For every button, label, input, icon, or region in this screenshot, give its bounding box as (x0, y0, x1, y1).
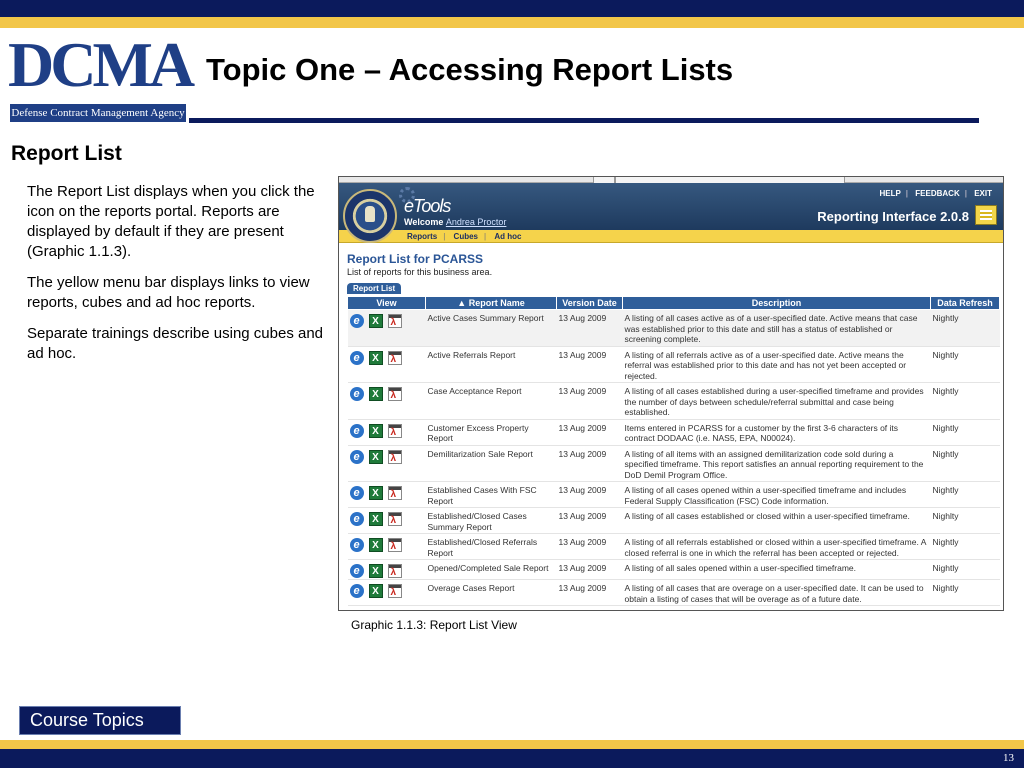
pdf-icon[interactable] (388, 512, 402, 526)
browser-view-icon[interactable]: e (350, 584, 364, 598)
browser-view-icon[interactable]: e (350, 351, 364, 365)
report-description: A listing of all cases opened within a user-specified timeframe and includes Federal Supply Classification (FSC) Code information. (623, 482, 931, 508)
table-row[interactable] (348, 346, 1000, 383)
data-refresh: Nightly (931, 310, 1000, 347)
table-row[interactable] (348, 310, 1000, 347)
version-date: 13 Aug 2009 (557, 580, 623, 606)
col-version-date[interactable]: Version Date (557, 297, 623, 310)
agency-seal-icon (343, 189, 397, 243)
version-date: 13 Aug 2009 (557, 445, 623, 482)
slide-title: Topic One – Accessing Report Lists (206, 52, 734, 87)
report-description: A listing of all sales opened within a user-specified timeframe. (623, 560, 931, 580)
report-description: Items entered in PCARSS for a customer by the first 3-6 characters of its contract DODAAC (i.e. NAS5, EPA, N00024). (623, 419, 931, 445)
excel-icon[interactable]: X (369, 512, 383, 526)
app-name: eTools (404, 196, 451, 216)
title-divider (189, 118, 979, 123)
data-refresh: Nighlty (931, 508, 1000, 534)
col-view[interactable]: View (348, 297, 426, 310)
tab-report-list[interactable]: Report List (347, 283, 401, 294)
report-name[interactable]: Established/Closed Referrals Report (426, 534, 557, 560)
interface-title: Reporting Interface 2.0.8 (817, 209, 969, 224)
table-row[interactable] (348, 445, 1000, 482)
excel-icon[interactable]: X (369, 387, 383, 401)
report-description: A listing of all cases that are overage on a user-specified date. It can be used to obtain a listing of cases that will be overage as of a future date. (623, 580, 931, 606)
excel-icon[interactable]: X (369, 424, 383, 438)
paragraph-1: The Report List displays when you click the icon on the reports portal. Reports are displayed by default if they are present (Graphic 1.1.3). (27, 183, 315, 260)
excel-icon[interactable]: X (369, 564, 383, 578)
view-icons (348, 534, 426, 560)
excel-icon[interactable]: X (369, 538, 383, 552)
feedback-link[interactable]: FEEDBACK (915, 189, 960, 198)
page-number: 13 (1003, 752, 1014, 764)
table-row[interactable] (348, 560, 1000, 580)
graphic-caption: Graphic 1.1.3: Report List View (351, 618, 517, 632)
pdf-icon[interactable] (388, 450, 402, 464)
table-row[interactable] (348, 383, 1000, 420)
browser-view-icon[interactable]: e (350, 538, 364, 552)
excel-icon[interactable]: X (369, 486, 383, 500)
report-interface-icon[interactable] (975, 205, 997, 225)
pdf-icon[interactable] (388, 538, 402, 552)
browser-view-icon[interactable]: e (350, 424, 364, 438)
menu-cubes[interactable]: Cubes (453, 232, 478, 241)
logo-text: DCMA (8, 29, 192, 100)
col-data-refresh[interactable]: Data Refresh (931, 297, 1000, 310)
course-topics-button[interactable]: Course Topics (19, 706, 181, 735)
version-date: 13 Aug 2009 (557, 482, 623, 508)
view-icons (348, 580, 426, 606)
exit-link[interactable]: EXIT (974, 189, 992, 198)
data-refresh: Nightly (931, 445, 1000, 482)
report-name[interactable]: Established Cases With FSC Report (426, 482, 557, 508)
version-date: 13 Aug 2009 (557, 534, 623, 560)
body-text (27, 182, 332, 375)
excel-icon[interactable]: X (369, 351, 383, 365)
data-refresh: Nightly (931, 346, 1000, 383)
top-gold-band (0, 17, 1024, 28)
pdf-icon[interactable] (388, 486, 402, 500)
menu-reports[interactable]: Reports (407, 232, 438, 241)
view-icons (348, 560, 426, 580)
report-table (347, 296, 1000, 606)
version-date: 13 Aug 2009 (557, 508, 623, 534)
welcome-label: Welcome (404, 217, 444, 227)
data-refresh: Nightly (931, 482, 1000, 508)
paragraph-3: Separate trainings describe using cubes and ad hoc. (27, 325, 324, 362)
yellow-menu-bar: Reports | Cubes | Ad hoc (339, 230, 1003, 243)
view-icons (348, 508, 426, 534)
browser-view-icon[interactable]: e (350, 450, 364, 464)
report-list-subtitle: List of reports for this business area. (347, 267, 493, 277)
col-description[interactable]: Description (623, 297, 931, 310)
browser-view-icon[interactable]: e (350, 486, 364, 500)
data-refresh: Nightly (931, 560, 1000, 580)
help-link[interactable]: HELP (879, 189, 901, 198)
paragraph-2: The yellow menu bar displays links to view reports, cubes and ad hoc reports. (27, 274, 310, 311)
report-description: A listing of all cases established or closed within a user-specified timeframe. (623, 508, 931, 534)
excel-icon[interactable]: X (369, 314, 383, 328)
table-row[interactable] (348, 534, 1000, 560)
report-name[interactable]: Opened/Completed Sale Report (426, 560, 557, 580)
version-date: 13 Aug 2009 (557, 383, 623, 420)
data-refresh: Nightly (931, 534, 1000, 560)
view-icons (348, 310, 426, 347)
dcma-logo (8, 29, 192, 126)
browser-view-icon[interactable]: e (350, 387, 364, 401)
etools-header (339, 183, 1003, 230)
report-list-screenshot (338, 176, 1004, 611)
view-icons (348, 346, 426, 383)
view-icons (348, 383, 426, 420)
table-row[interactable] (348, 508, 1000, 534)
report-description: A listing of all referrals active as of a user-specified date. Active means the referral was established prior to this date and has not yet been accepted or rejected. (623, 346, 931, 383)
report-description: A listing of all cases active as of a user-specified date. Active means that case was established prior to this date and still has a status of established or screening complete. (623, 310, 931, 347)
browser-view-icon[interactable]: e (350, 564, 364, 578)
version-date: 13 Aug 2009 (557, 310, 623, 347)
view-icons (348, 419, 426, 445)
pdf-icon[interactable] (388, 584, 402, 598)
excel-icon[interactable]: X (369, 584, 383, 598)
view-icons (348, 482, 426, 508)
table-row[interactable] (348, 482, 1000, 508)
user-name-link[interactable]: Andrea Proctor (445, 217, 507, 227)
pdf-icon[interactable] (388, 387, 402, 401)
pdf-icon[interactable] (388, 564, 402, 578)
top-links: HELP | FEEDBACK | EXIT (874, 189, 997, 198)
browser-view-icon[interactable]: e (350, 314, 364, 328)
bottom-gold-band (0, 740, 1024, 749)
report-name[interactable]: Demilitarization Sale Report (426, 445, 557, 482)
table-row[interactable] (348, 580, 1000, 606)
pdf-icon[interactable] (388, 351, 402, 365)
report-name[interactable]: Active Cases Summary Report (426, 310, 557, 347)
version-date: 13 Aug 2009 (557, 346, 623, 383)
logo-subtitle: Defense Contract Management Agency (10, 104, 186, 122)
report-list-title: Report List for PCARSS (347, 252, 484, 266)
report-name[interactable]: Established/Closed Cases Summary Report (426, 508, 557, 534)
pdf-icon[interactable] (388, 314, 402, 328)
menu-adhoc[interactable]: Ad hoc (494, 232, 522, 241)
report-description: A listing of all items with an assigned demilitarization code sold during a specified timeframe. This report satisfies an annual reporting requirement to the DoD Demil Program Office. (623, 445, 931, 482)
report-name[interactable]: Active Referrals Report (426, 346, 557, 383)
data-refresh: Nightly (931, 419, 1000, 445)
data-refresh: Nightly (931, 383, 1000, 420)
report-description: A listing of all cases established during a user-specified timeframe and provides the number of days between schedule/referral submittal and case being established. (623, 383, 931, 420)
table-header-row (348, 297, 1000, 310)
data-refresh: Nightly (931, 580, 1000, 606)
view-icons (348, 445, 426, 482)
report-name[interactable]: Overage Cases Report (426, 580, 557, 606)
browser-view-icon[interactable]: e (350, 512, 364, 526)
pdf-icon[interactable] (388, 424, 402, 438)
version-date: 13 Aug 2009 (557, 560, 623, 580)
section-title: Report List (11, 142, 122, 165)
report-description: A listing of all referrals established or closed within a user-specified timeframe. A closed referral is one in which the referral has been accepted or rejected. (623, 534, 931, 560)
bottom-navy-band (0, 749, 1024, 768)
top-navy-band (0, 0, 1024, 17)
col-report-name[interactable]: ▲ Report Name (426, 297, 557, 310)
report-name[interactable]: Case Acceptance Report (426, 383, 557, 420)
report-name[interactable]: Customer Excess Property Report (426, 419, 557, 445)
table-row[interactable] (348, 419, 1000, 445)
version-date: 13 Aug 2009 (557, 419, 623, 445)
welcome-text (404, 217, 506, 227)
excel-icon[interactable]: X (369, 450, 383, 464)
